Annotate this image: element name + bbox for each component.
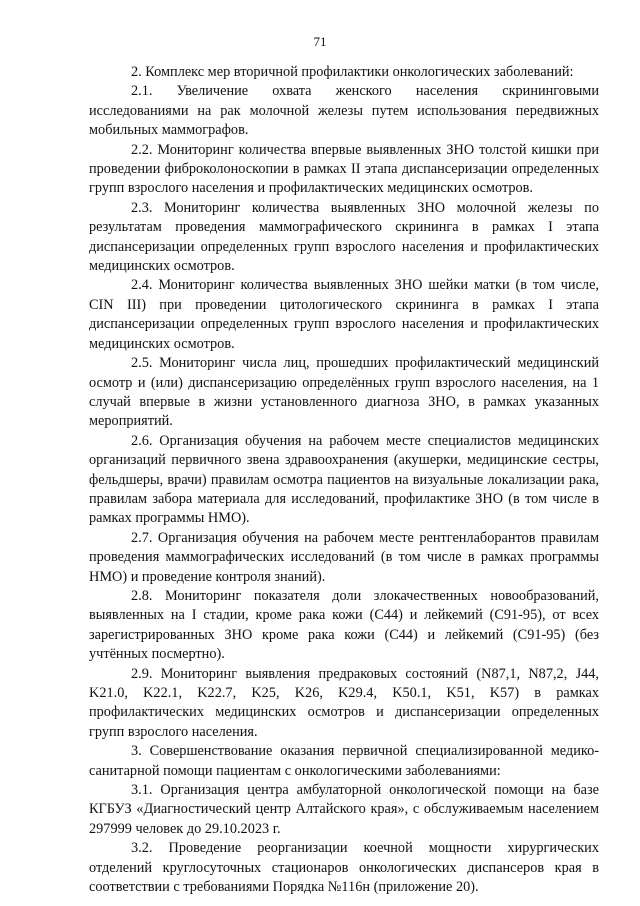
paragraph-3-1: 3.1. Организация центра амбулаторной онкологической помощи на базе КГБУЗ «Диагностический центр Алтайского края», с обслуживаемым населением 297999 человек до 29.10.2023 г. [89,782,599,837]
paragraph-2-7: 2.7. Организация обучения на рабочем месте рентгенлаборантов правилам проведения маммографических исследований (в том числе в рамках программы НМО) и проведение контроля знаний). [89,529,599,585]
paragraph-3-2: 3.2. Проведение реорганизации коечной мощности хирургических отделений круглосуточных стационаров онкологических диспансеров края в соответствии с требованиями Порядка №116н (приложение 20). [89,840,599,896]
paragraph-2-9: 2.9. Мониторинг выявления предраковых состояний (N87,1, N87,2, J44, K21.0, K22.1, K22.7, K25, K26, K29.4, K50.1, K51, K57) в рамках профилактических медицинских осмотров и диспансеризации определенных групп взрослого населения. [89,665,599,740]
paragraph-2-6: 2.6. Организация обучения на рабочем месте специалистов медицинских организаций первичного звена здравоохранения (акушерки, медицинские сестры, фельдшеры, врачи) правилам осмотра пациентов на визуальные локализации рака, правилам забора материала для исследований, профилактике ЗНО (в том числе в рамках программы НМО). [89,432,599,527]
paragraph-2-1: 2.1. Увеличение охвата женского населения скрининговыми исследованиями на рак молочной железы путем использования передвижных мобильных маммографов. [89,83,599,139]
paragraph-2-4: 2.4. Мониторинг количества выявленных ЗНО шейки матки (в том числе, CIN III) при проведении цитологического скрининга в рамках I этапа диспансеризации определенных групп взрослого населения и профилактических медицинских осмотров. [89,277,599,352]
document-body [89,63,599,897]
paragraph-2-2: 2.2. Мониторинг количества впервые выявленных ЗНО толстой кишки при проведении фиброколоноскопии в рамках II этапа диспансеризации определенных групп взрослого населения и профилактических медицинских осмотров. [89,141,599,197]
page-number: 71 [313,34,327,49]
paragraph-2-5: 2.5. Мониторинг числа лиц, прошедших профилактический медицинский осмотр и (или) диспансеризацию определённых групп взрослого населения, на 1 случай впервые в жизни установленного диагноза ЗНО, в рамках указанных мероприятий. [89,355,599,430]
paragraph-3-heading: 3. Совершенствование оказания первичной специализированной медико-санитарной помощи пациентам с онкологическими заболеваниями: [89,743,599,779]
paragraph-2-heading: 2. Комплекс мер вторичной профилактики онкологических заболеваний: [131,64,574,80]
paragraph-2-3: 2.3. Мониторинг количества выявленных ЗНО молочной железы по результатам проведения маммографического скрининга в рамках I этапа диспансеризации определенных групп взрослого населения и профилактических медицинских осмотров. [89,199,599,275]
paragraph-2-8: 2.8. Мониторинг показателя доли злокачественных новообразований, выявленных на I стадии, кроме рака кожи (С44) и лейкемий (С91-95), от всех зарегистрированных ЗНО кроме рака кожи (С44) и лейкемий (С91-95) (без учтённых посмертно). [89,587,599,663]
